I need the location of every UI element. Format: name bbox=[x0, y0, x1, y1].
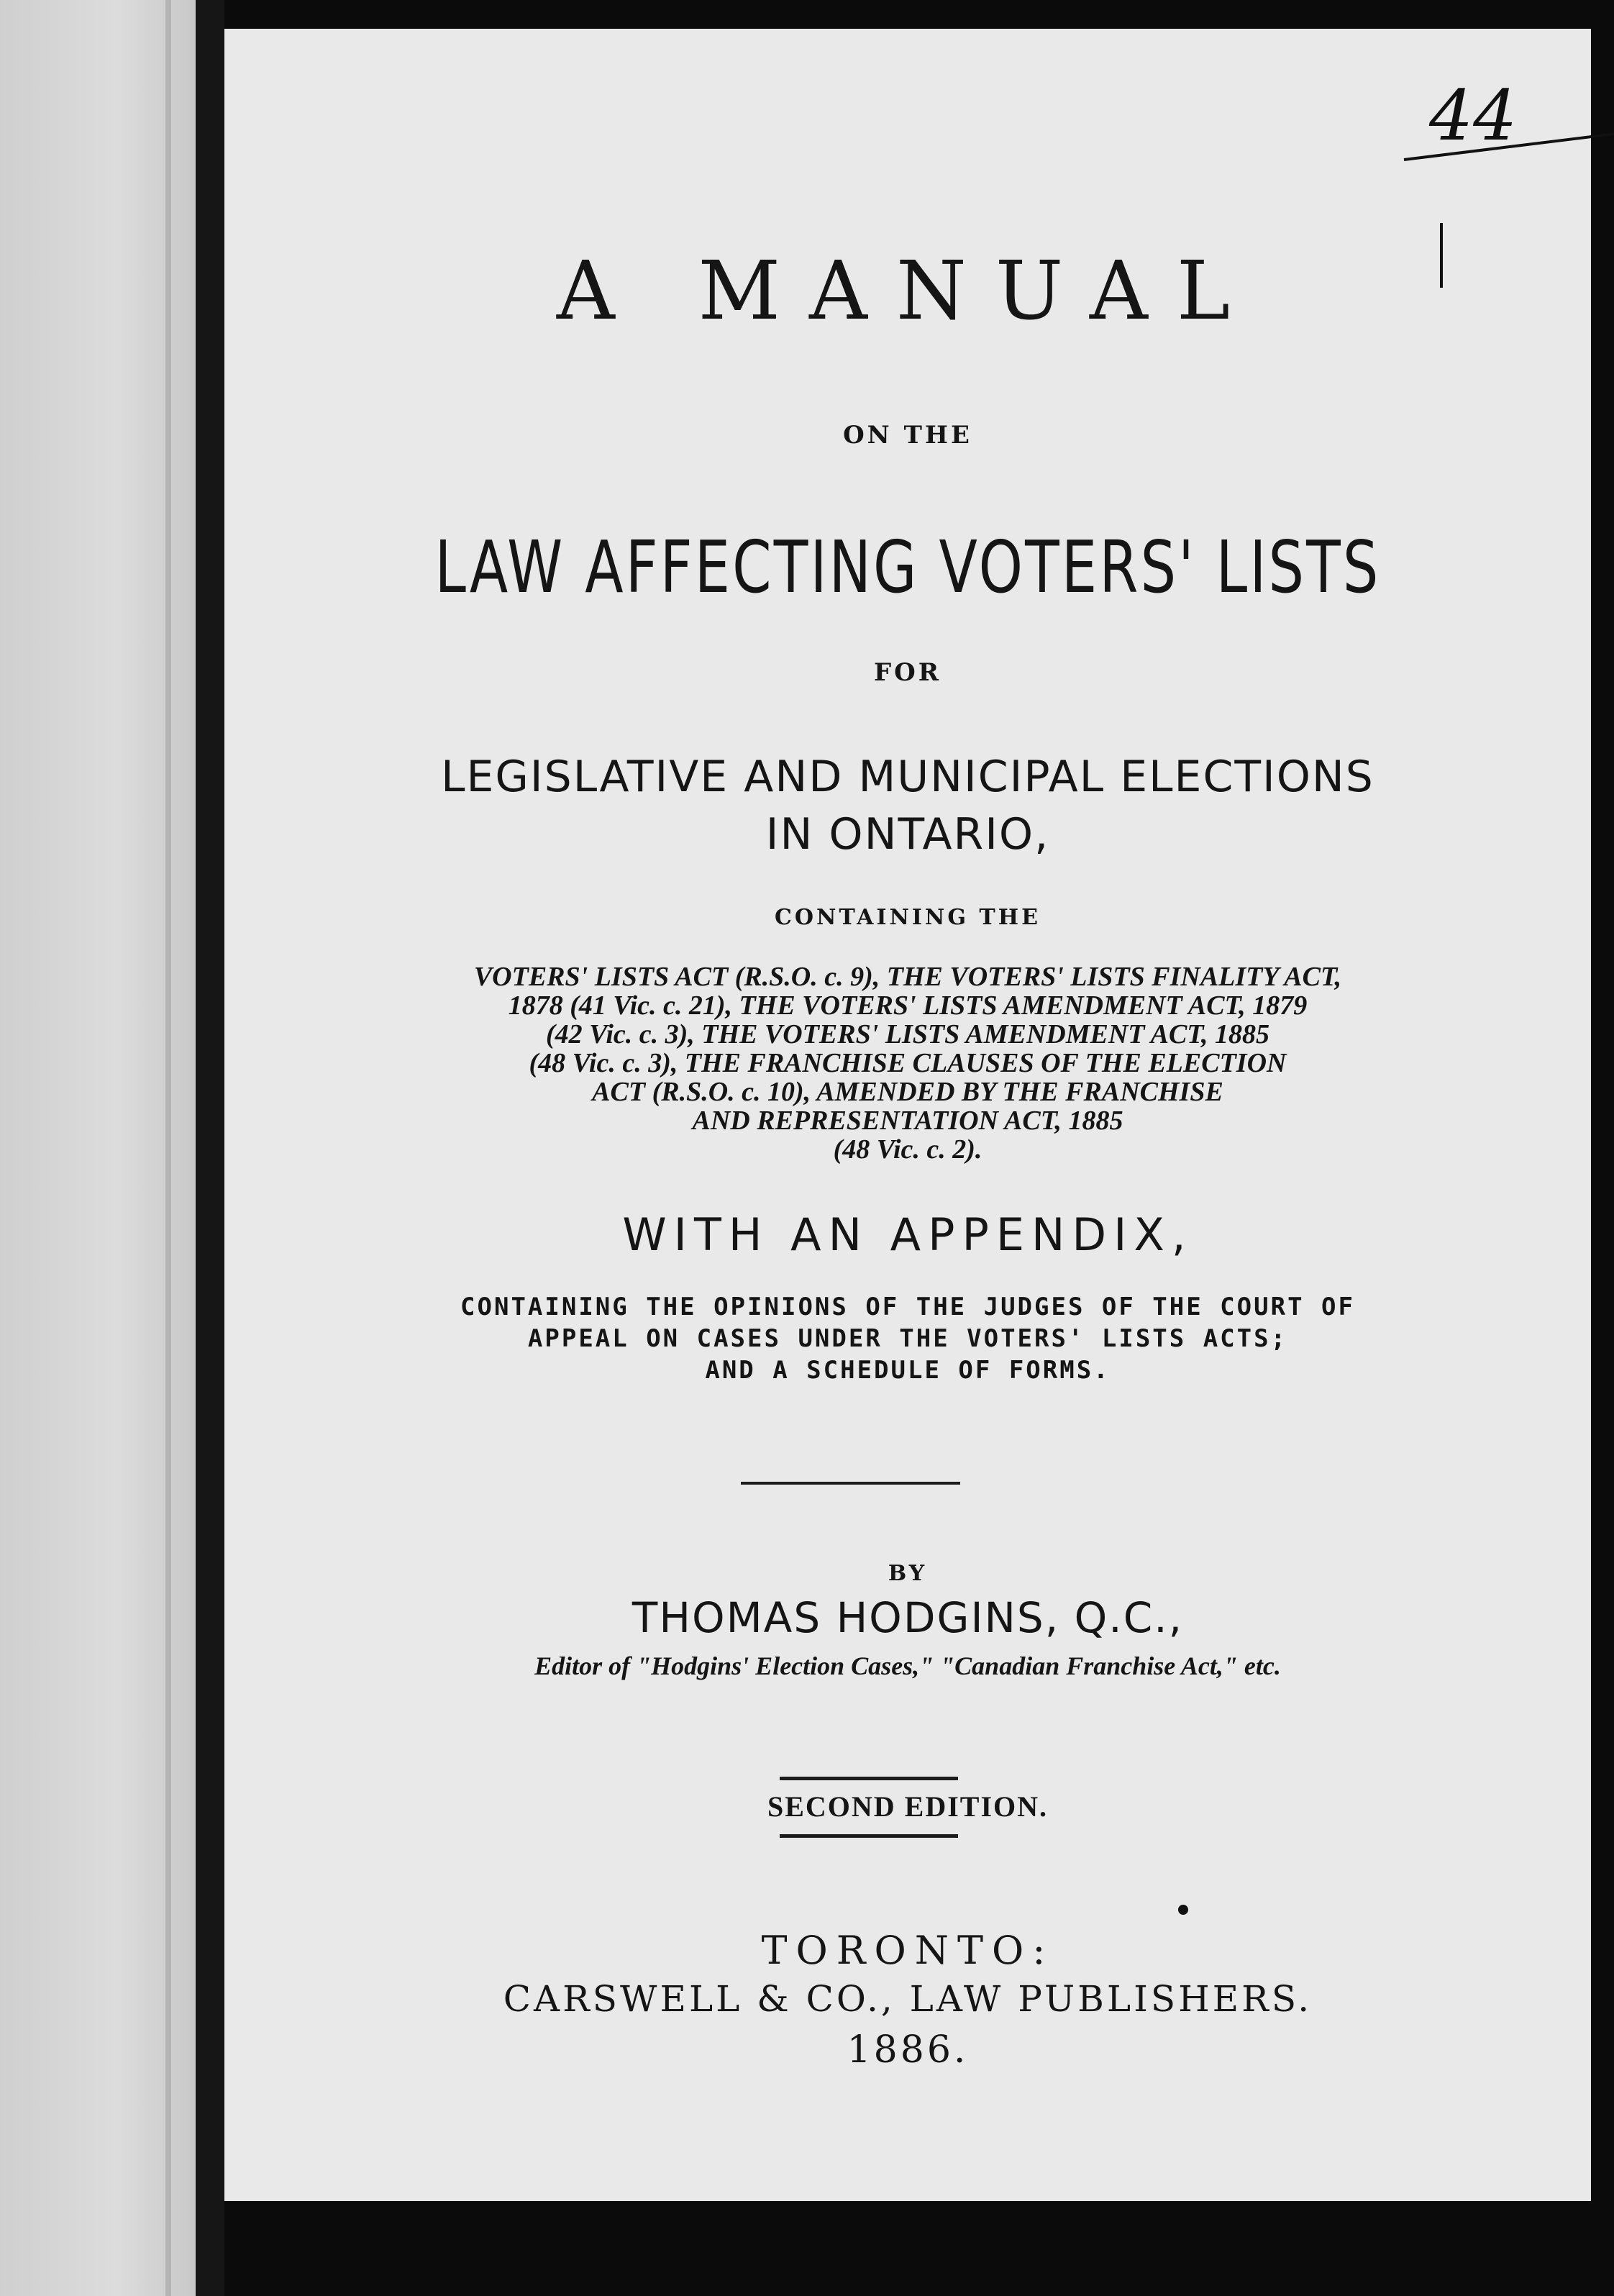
by-label: BY bbox=[888, 1561, 928, 1586]
publication-city: TORONTO: bbox=[761, 1928, 1054, 1973]
author-credentials: Editor of "Hodgins' Election Cases," "Canadian Franchise Act," etc. bbox=[534, 1652, 1281, 1680]
facing-page-fold bbox=[165, 0, 171, 2296]
edition-rule-top bbox=[780, 1777, 958, 1780]
acts-line: (42 Vic. c. 3), THE VOTERS' LISTS AMENDMENT ACT, 1885 bbox=[545, 1019, 1270, 1049]
containing-the-label: CONTAINING THE bbox=[775, 905, 1041, 930]
book-title: A MANUAL bbox=[556, 245, 1259, 338]
acts-line: 1878 (41 Vic. c. 21), THE VOTERS' LISTS AMENDMENT ACT, 1879 bbox=[508, 990, 1308, 1021]
acts-line: ACT (R.S.O. c. 10), AMENDED BY THE FRANCHISE bbox=[592, 1077, 1223, 1107]
appendix-heading: WITH AN APPENDIX, bbox=[622, 1208, 1193, 1261]
appendix-description-line: CONTAINING THE OPINIONS OF THE JUDGES OF THE COURT OF bbox=[460, 1293, 1355, 1321]
publication-year: 1886. bbox=[847, 2028, 969, 2072]
title-connector-on-the: ON THE bbox=[843, 421, 972, 450]
title-connector-for: FOR bbox=[873, 658, 942, 687]
elections-line-2: IN ONTARIO, bbox=[765, 809, 1050, 860]
title-page bbox=[224, 29, 1591, 2201]
appendix-description-line: APPEAL ON CASES UNDER THE VOTERS' LISTS ACTS; bbox=[527, 1324, 1288, 1353]
acts-line: AND REPRESENTATION ACT, 1885 bbox=[692, 1106, 1123, 1136]
handwritten-folio-number: 44 bbox=[1429, 76, 1518, 156]
appendix-description bbox=[224, 1291, 1591, 1386]
elections-line-1: LEGISLATIVE AND MUNICIPAL ELECTIONS bbox=[441, 752, 1374, 802]
acts-line: VOTERS' LISTS ACT (R.S.O. c. 9), THE VOTERS' LISTS FINALITY ACT, bbox=[473, 962, 1342, 992]
publisher-name: CARSWELL & CO., LAW PUBLISHERS. bbox=[503, 1978, 1313, 2020]
book-gutter bbox=[196, 0, 224, 2296]
author-name: THOMAS HODGINS, Q.C., bbox=[632, 1593, 1184, 1642]
edition-label: SECOND EDITION. bbox=[767, 1790, 1049, 1823]
appendix-description-line: AND A SCHEDULE OF FORMS. bbox=[705, 1356, 1111, 1385]
edition-rule-bottom bbox=[780, 1834, 958, 1838]
acts-line: (48 Vic. c. 3), THE FRANCHISE CLAUSES OF THE ELECTION bbox=[529, 1048, 1287, 1078]
acts-list bbox=[224, 962, 1591, 1164]
divider-rule bbox=[741, 1482, 960, 1485]
book-subject-title: LAW AFFECTING VOTERS' LISTS bbox=[434, 525, 1381, 609]
acts-line: (48 Vic. c. 2). bbox=[833, 1134, 982, 1165]
ink-spot bbox=[1178, 1905, 1188, 1915]
